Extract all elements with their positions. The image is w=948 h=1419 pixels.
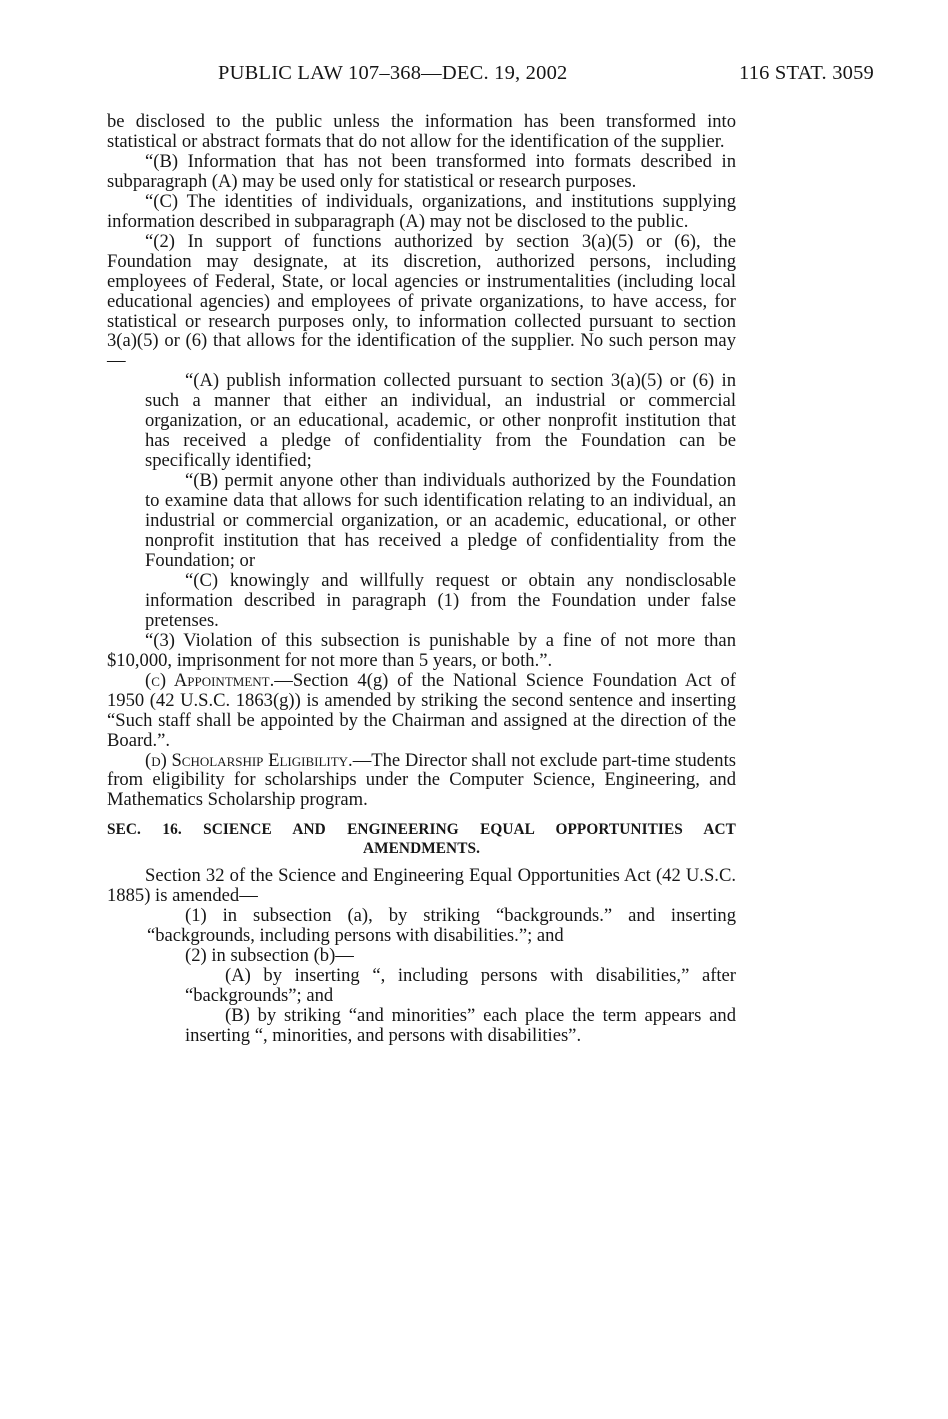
subparagraph-b: “(B) permit anyone other than individuals authorized by the Foundation to examine data that allows for such identification relating to an individual, an industrial or commercial organization, or an academic, educational, or other nonprofit institution that has received a pledge of confidentiality from the Foundation; or <box>145 470 736 571</box>
section-heading <box>107 820 736 858</box>
subsection-d <box>107 751 736 811</box>
section-intro: Section 32 of the Science and Engineering Equal Opportunities Act (42 U.S.C. 1885) is amended— <box>107 865 736 907</box>
subparagraph-a: “(A) publish information collected pursuant to section 3(a)(5) or (6) in such a manner that either an individual, an industrial or commercial organization, or an educational, academic, or other nonprofit institution that has received a pledge of confidentiality from the Foundation can be specifically identified; <box>145 370 736 472</box>
paragraph-2: “(2) In support of functions authorized by section 3(a)(5) or (6), the Foundation may designate, at its discretion, authorized persons, including employees of Federal, State, or local agencies or instrumentalities (including local educational agencies) and employees of private organizations, to have access, for statistical or research purposes only, to information collected pursuant to section 3(a)(5) or (6) that allows for the identification of the supplier. No such person may— <box>107 230 736 372</box>
page-header <box>0 62 948 92</box>
subsection-d-text: —The Director shall not exclude part-time students from eligibility for scholarships under the Computer Science, Engineering, and Mathematics Scholarship program. <box>107 749 736 811</box>
statute-page-number: 116 STAT. 3059 <box>739 62 874 84</box>
subsection-d-heading: (d) Scholarship Eligibility. <box>145 749 353 771</box>
subsection-c-text: —Section 4(g) of the National Science Foundation Act of 1950 (42 U.S.C. 1863(g)) is amended by striking the second sentence and inserting “Such staff shall be appointed by the Chairman and assigned at the direction of the Board.”. <box>107 669 736 751</box>
subparagraph-c: “(C) knowingly and willfully request or obtain any nondisclosable information described in paragraph (1) from the Foundation under false pretenses. <box>145 569 736 631</box>
body-text <box>107 112 736 1046</box>
section-item-2a: (A) by inserting “, including persons with disabilities,” after “backgrounds”; and <box>185 965 736 1007</box>
section-item-1: (1) in subsection (a), by striking “backgrounds.” and inserting “backgrounds, including persons with disabilities.”; and <box>147 905 736 947</box>
paragraph-c: “(C) The identities of individuals, organizations, and institutions supplying information described in subparagraph (A) may not be disclosed to the public. <box>107 190 736 232</box>
subsection-c <box>107 671 736 751</box>
paragraph-continuation: be disclosed to the public unless the information has been transformed into statistical or abstract formats that do not allow for the identification of the supplier. <box>107 111 736 152</box>
running-head-title: PUBLIC LAW 107–368—DEC. 19, 2002 <box>218 62 568 84</box>
section-heading-line-2: AMENDMENTS. <box>362 840 481 858</box>
section-item-2: (2) in subsection (b)— <box>185 945 354 967</box>
paragraph-3: “(3) Violation of this subsection is punishable by a fine of not more than $10,000, imprisonment for not more than 5 years, or both.”. <box>107 629 736 671</box>
paragraph-b: “(B) Information that has not been transformed into formats described in subparagraph (A) may be used only for statistical or research purposes. <box>107 150 736 192</box>
subsection-c-heading: (c) Appointment. <box>145 669 275 691</box>
section-heading-line-1: SEC. 16. SCIENCE AND ENGINEERING EQUAL OPPORTUNITIES ACT <box>107 821 736 839</box>
section-item-2b: (B) by striking “and minorities” each place the term appears and inserting “, minorities, and persons with disabilities”. <box>185 1005 736 1046</box>
